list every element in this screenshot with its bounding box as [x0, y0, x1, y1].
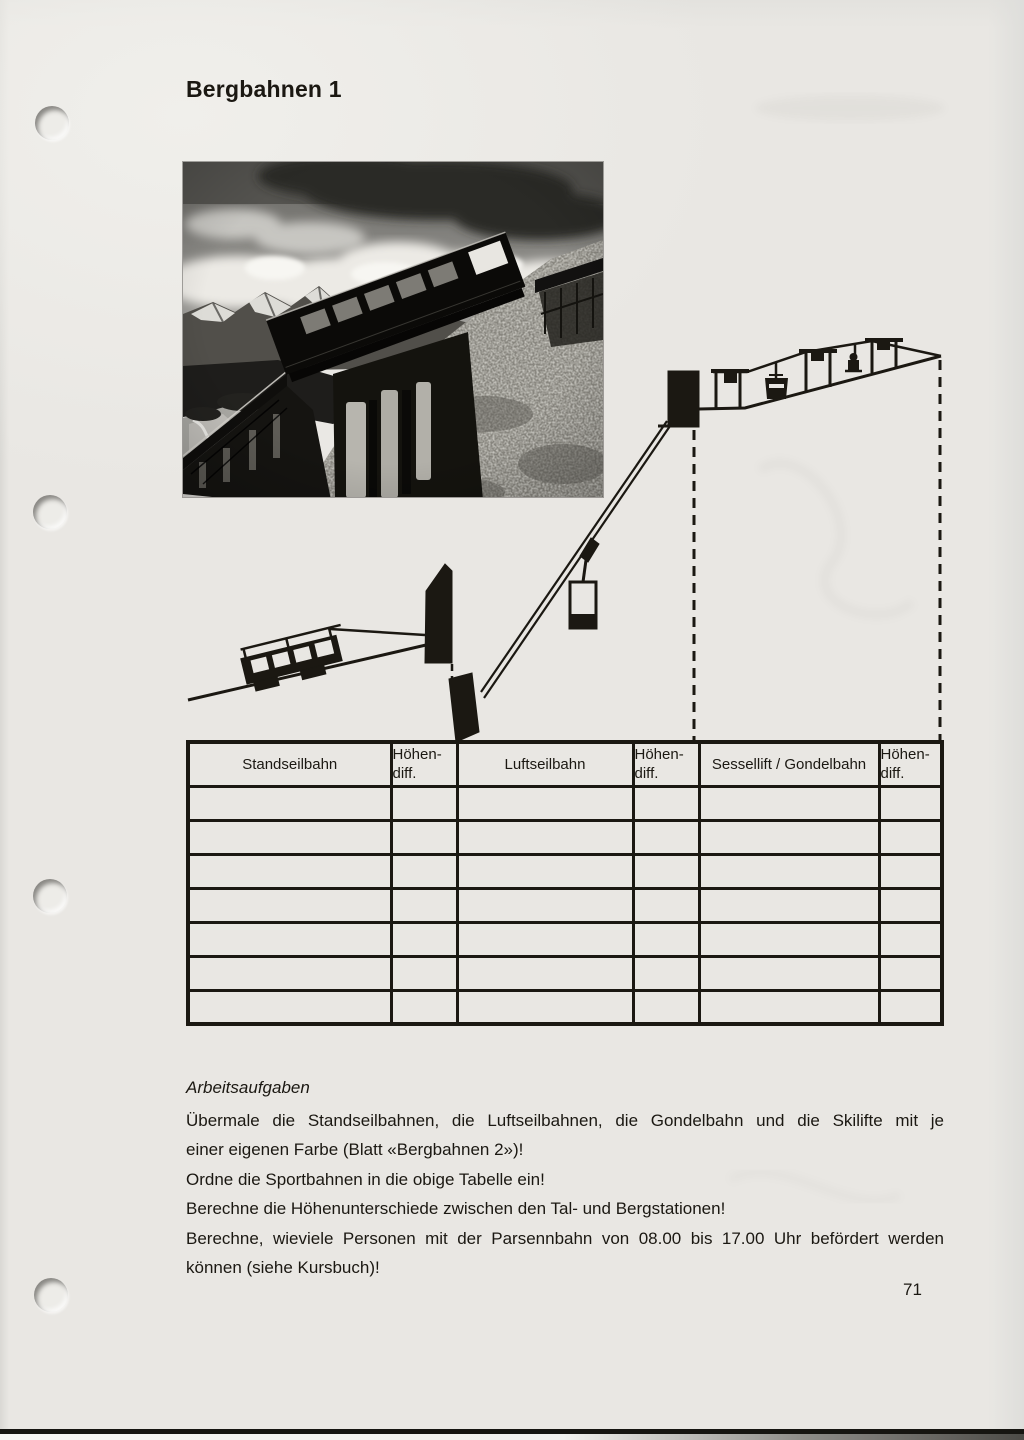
tasks-text [186, 1106, 944, 1282]
luftseilbahn-cabin-icon [570, 538, 599, 628]
task-line: Ordne die Sportbahnen in die obige Tabelle ein! [186, 1169, 545, 1189]
table-row [188, 922, 942, 956]
table-body [188, 786, 942, 1024]
task-line: Berechne, wieviele Personen mit der Parsennbahn von 08.00 bis 17.00 Uhr befördert werden [186, 1228, 944, 1248]
bergstation-icon [425, 564, 452, 663]
table-row [188, 820, 942, 854]
empty-cell [457, 786, 633, 820]
funicular-photo [183, 162, 603, 497]
empty-cell [391, 854, 457, 888]
empty-cell [699, 922, 879, 956]
empty-cell [188, 888, 391, 922]
task-line: einer eigenen Farbe (Blatt «Bergbahnen 2»)! [186, 1140, 524, 1160]
empty-cell [699, 956, 879, 990]
standseilbahn-train-icon [188, 625, 426, 700]
table-row [188, 854, 942, 888]
empty-cell [391, 990, 457, 1024]
empty-cell [879, 990, 942, 1024]
empty-cell [188, 922, 391, 956]
empty-cell [879, 854, 942, 888]
col-header-luftseilbahn: Luftseilbahn [457, 742, 633, 786]
punch-hole [34, 1278, 68, 1312]
table-row [188, 888, 942, 922]
col-header-hoehendiff-3: Höhen- diff. [879, 742, 942, 786]
sessellift-gondelbahn-icon [699, 340, 941, 409]
punch-hole [33, 879, 67, 913]
empty-cell [633, 786, 699, 820]
empty-cell [879, 922, 942, 956]
empty-cell [457, 888, 633, 922]
luftseilbahn-bergstation-icon [658, 371, 699, 427]
col-header-hoehendiff-2: Höhen- diff. [633, 742, 699, 786]
empty-cell [391, 888, 457, 922]
col-header-standseilbahn: Standseilbahn [188, 742, 391, 786]
empty-cell [699, 888, 879, 922]
table-row [188, 786, 942, 820]
page-title: Bergbahnen 1 [186, 76, 342, 102]
empty-cell [633, 956, 699, 990]
empty-cell [699, 854, 879, 888]
empty-cell [457, 820, 633, 854]
punch-hole [33, 495, 67, 529]
empty-cell [457, 990, 633, 1024]
task-line: Berechne die Höhenunterschiede zwischen den Tal- und Bergstationen! [186, 1199, 726, 1219]
table-row [188, 956, 942, 990]
empty-cell [633, 990, 699, 1024]
col-header-hoehendiff-1: Höhen- diff. [391, 742, 457, 786]
col-header-sessellift-gondelbahn: Sessellift / Gondelbahn [699, 742, 879, 786]
empty-cell [457, 922, 633, 956]
bergbahnen-table [186, 740, 944, 1026]
empty-cell [633, 854, 699, 888]
empty-cell [699, 786, 879, 820]
empty-cell [633, 820, 699, 854]
empty-cell [457, 854, 633, 888]
empty-cell [391, 786, 457, 820]
tasks-heading: Arbeitsaufgaben [186, 1078, 310, 1097]
empty-cell [188, 854, 391, 888]
empty-cell [879, 786, 942, 820]
table-header-row [188, 742, 942, 786]
punch-hole [35, 106, 69, 140]
scan-bottom-strip [0, 1434, 1024, 1440]
task-line: können (siehe Kursbuch)! [186, 1258, 380, 1278]
page-number: 71 [903, 1280, 922, 1299]
empty-cell [391, 820, 457, 854]
empty-cell [391, 922, 457, 956]
empty-cell [879, 888, 942, 922]
empty-cell [879, 956, 942, 990]
empty-cell [188, 786, 391, 820]
empty-cell [699, 990, 879, 1024]
empty-cell [699, 820, 879, 854]
task-line: Übermale die Standseilbahnen, die Luftseilbahnen, die Gondelbahn und die Skilifte mit je [186, 1111, 944, 1130]
empty-cell [633, 888, 699, 922]
empty-cell [633, 922, 699, 956]
empty-cell [188, 820, 391, 854]
empty-cell [391, 956, 457, 990]
empty-cell [188, 956, 391, 990]
empty-cell [188, 990, 391, 1024]
table-row [188, 990, 942, 1024]
empty-cell [879, 820, 942, 854]
luftseilbahn-talstation-icon [449, 673, 479, 742]
empty-cell [457, 956, 633, 990]
